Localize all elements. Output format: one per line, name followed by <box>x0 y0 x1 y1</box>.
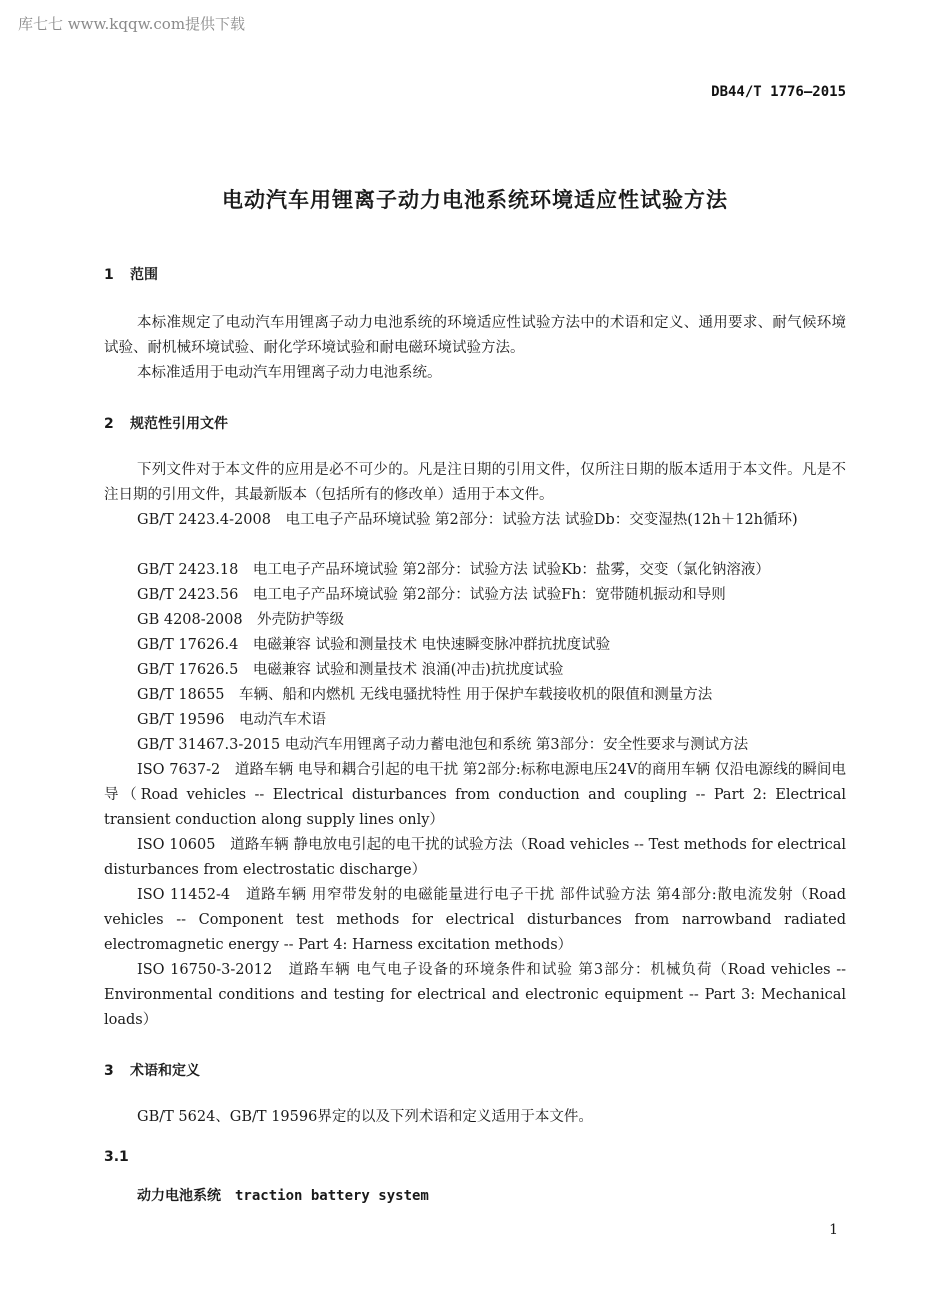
reference-item: ISO 16750-3-2012 道路车辆 电气电子设备的环境条件和试验 第3部分：机械负荷（Road vehicles -- Environmental conditions and testing for electrical and electronic equipment -- Part 3: Mechanical loads） <box>104 962 846 1028</box>
reference-item: ISO 11452-4 道路车辆 用窄带发射的电磁能量进行电子干扰 部件试验方法 第4部分:散电流发射（Road vehicles -- Component test methods for electrical disturbances from narrowband radiated electromagnetic energy -- Part 4: Harness excitation methods） <box>104 887 846 953</box>
scope-paragraph: 本标准规定了电动汽车用锂离子动力电池系统的环境适应性试验方法中的术语和定义、通用要求、耐气候环境试验、耐机械环境试验、耐化学环境试验和耐电磁环境试验方法。 <box>104 315 846 356</box>
section-title: 范围 <box>130 267 158 283</box>
reference-item: GB/T 2423.56 电工电子产品环境试验 第2部分：试验方法 试验Fh：宽带随机振动和导则 <box>137 587 726 603</box>
terms-intro: GB/T 5624、GB/T 19596界定的以及下列术语和定义适用于本文件。 <box>137 1109 593 1125</box>
section-2-heading <box>104 413 228 433</box>
section-title: 术语和定义 <box>130 1063 200 1079</box>
section-number: 2 <box>104 416 114 432</box>
reference-item: GB/T 18655 车辆、船和内燃机 无线电骚扰特性 用于保护车载接收机的限值和测量方法 <box>137 687 713 703</box>
section-3-heading <box>104 1060 200 1080</box>
reference-item: GB/T 31467.3-2015 电动汽车用锂离子动力蓄电池包和系统 第3部分：安全性要求与测试方法 <box>137 737 749 753</box>
term-english: traction battery system <box>235 1188 429 1204</box>
reference-item: ISO 10605 道路车辆 静电放电引起的电干扰的试验方法（Road vehicles -- Test methods for electrical disturbances from electrostatic discharge） <box>104 837 846 878</box>
reference-item: GB 4208-2008 外壳防护等级 <box>137 612 345 628</box>
section-number: 3 <box>104 1063 114 1079</box>
references-intro: 下列文件对于本文件的应用是必不可少的。凡是注日期的引用文件，仅所注日期的版本适用于本文件。凡是不注日期的引用文件，其最新版本（包括所有的修改单）适用于本文件。 <box>104 462 846 503</box>
reference-item: GB/T 17626.4 电磁兼容 试验和测量技术 电快速瞬变脉冲群抗扰度试验 <box>137 637 611 653</box>
document-title: 电动汽车用锂离子动力电池系统环境适应性试验方法 <box>222 188 728 212</box>
term-entry <box>137 1185 429 1205</box>
term-chinese: 动力电池系统 <box>137 1188 221 1204</box>
reference-item: GB/T 19596 电动汽车术语 <box>137 712 327 728</box>
reference-item: ISO 7637-2 道路车辆 电导和耦合引起的电干扰 第2部分:标称电源电压24V的商用车辆 仅沿电源线的瞬间电导（Road vehicles -- Electrical disturbances from conduction and coupling -- Part 2: Electrical transient conduction along supply lines only） <box>104 762 846 828</box>
watermark: 库七七 www.kqqw.com提供下载 <box>18 15 246 33</box>
page-number: 1 <box>829 1222 838 1238</box>
reference-item: GB/T 2423.4-2008 电工电子产品环境试验 第2部分：试验方法 试验Db：交变湿热(12h＋12h循环) <box>137 512 798 528</box>
reference-item: GB/T 2423.18 电工电子产品环境试验 第2部分：试验方法 试验Kb：盐雾，交变（氯化钠溶液） <box>137 562 770 578</box>
subclause-number: 3.1 <box>104 1149 129 1165</box>
document-number: DB44/T 1776—2015 <box>711 84 846 100</box>
section-1-heading <box>104 264 158 284</box>
section-number: 1 <box>104 267 114 283</box>
section-title: 规范性引用文件 <box>130 416 228 432</box>
reference-item: GB/T 17626.5 电磁兼容 试验和测量技术 浪涌(冲击)抗扰度试验 <box>137 662 564 678</box>
scope-applicability: 本标准适用于电动汽车用锂离子动力电池系统。 <box>137 365 442 381</box>
